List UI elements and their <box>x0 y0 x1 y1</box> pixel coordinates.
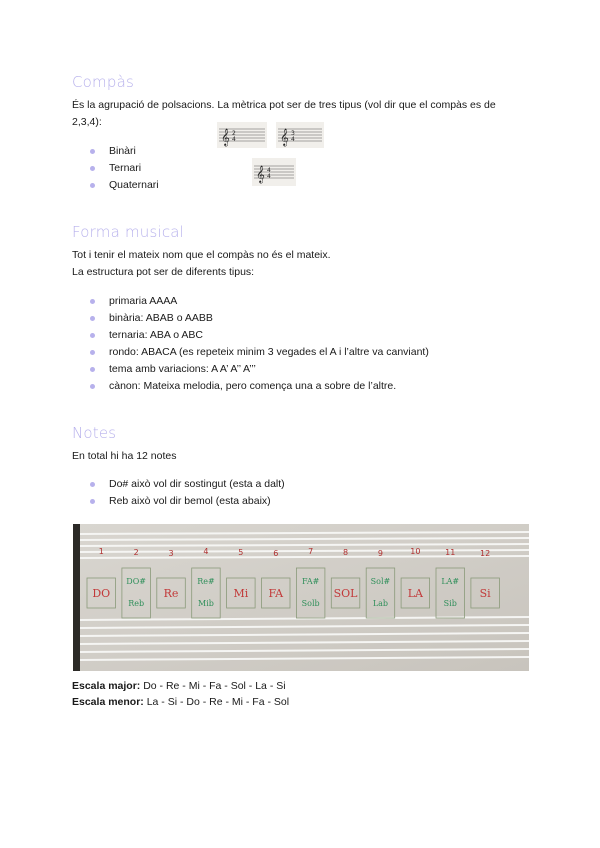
bullet-icon <box>90 183 95 188</box>
heading-notes: Notes <box>72 424 117 442</box>
board-note-number: 3 <box>168 549 174 558</box>
svg-text:3: 3 <box>291 130 295 137</box>
board-note-number: 1 <box>98 547 104 556</box>
board-note-name: LA# <box>441 577 460 586</box>
time-signature-3-4-image <box>276 122 324 148</box>
board-note-number: 2 <box>133 548 139 557</box>
svg-text:2: 2 <box>232 130 236 137</box>
notes-list <box>90 476 285 510</box>
bullet-icon <box>90 482 95 487</box>
bullet-icon <box>90 333 95 338</box>
board-note-name: LA <box>407 587 423 600</box>
board-note-enharmonic: Sib <box>443 599 457 608</box>
board-note-enharmonic: Reb <box>128 599 145 608</box>
list-item: Quaternari <box>90 177 159 194</box>
bullet-icon <box>90 149 95 154</box>
bullet-icon <box>90 367 95 372</box>
board-note-name: SOL <box>333 587 358 600</box>
heading-compas: Compàs <box>72 73 134 91</box>
time-signature-4-4-image <box>252 158 296 186</box>
bullet-icon <box>90 350 95 355</box>
board-note-number: 10 <box>410 547 421 556</box>
forma-paragraph-line1: Tot i tenir el mateix nom que el compàs no és el mateix. <box>72 249 331 261</box>
compas-paragraph-line2: 2,3,4): <box>72 116 102 128</box>
list-item: primaria AAAA <box>90 293 429 310</box>
list-item: binària: ABAB o AABB <box>90 310 429 327</box>
list-item: Do# això vol dir sostingut (esta a dalt) <box>90 476 285 493</box>
list-item: Binàri <box>90 143 159 160</box>
svg-text:𝄞: 𝄞 <box>256 165 265 183</box>
forma-list <box>90 293 429 395</box>
board-note-number: 12 <box>480 549 491 558</box>
whiteboard-notes-photo <box>73 524 529 671</box>
board-note-name: FA <box>268 587 284 600</box>
heading-forma-musical: Forma musical <box>72 223 185 241</box>
board-note-number: 7 <box>308 547 314 556</box>
svg-text:4: 4 <box>267 167 271 174</box>
list-item: tema amb variacions: A A’ A’’ A’’’ <box>90 361 429 378</box>
board-note-name: Sol# <box>370 577 391 586</box>
board-note-name: Si <box>479 587 491 600</box>
list-item: Ternari <box>90 160 159 177</box>
board-note-name: DO <box>92 587 111 600</box>
svg-text:𝄞: 𝄞 <box>280 128 289 146</box>
bullet-icon <box>90 384 95 389</box>
board-note-name: Re# <box>197 577 215 586</box>
scale-minor-label: Escala menor: <box>72 696 144 708</box>
board-note-number: 4 <box>203 547 209 556</box>
svg-text:4: 4 <box>232 136 236 143</box>
compas-list <box>90 143 159 194</box>
list-item: rondo: ABACA (es repeteix minim 3 vegades el A i l’altre va canviant) <box>90 344 429 361</box>
scale-major-label: Escala major: <box>72 680 141 692</box>
bullet-icon <box>90 316 95 321</box>
svg-text:𝄞: 𝄞 <box>221 128 230 146</box>
list-item: Reb això vol dir bemol (esta abaix) <box>90 493 285 510</box>
list-item: ternaria: ABA o ABC <box>90 327 429 344</box>
scale-minor-value: La - Si - Do - Re - Mi - Fa - Sol <box>143 696 290 708</box>
forma-paragraph-line2: La estructura pot ser de diferents tipus: <box>72 266 255 278</box>
bullet-icon <box>90 299 95 304</box>
board-note-name: Mi <box>233 587 249 600</box>
board-note-enharmonic: Lab <box>372 599 389 608</box>
board-note-number: 6 <box>273 549 279 558</box>
board-note-name: DO# <box>126 577 146 586</box>
svg-text:4: 4 <box>267 173 271 180</box>
list-item: cànon: Mateixa melodia, pero comença una a sobre de l’altre. <box>90 378 429 395</box>
board-note-enharmonic: Solb <box>301 599 320 608</box>
scale-minor <box>72 694 289 711</box>
svg-text:4: 4 <box>291 136 295 143</box>
board-note-number: 8 <box>343 548 349 557</box>
scale-major-value: Do - Re - Mi - Fa - Sol - La - Si <box>140 680 286 692</box>
compas-paragraph-line1: És la agrupació de polsacions. La mètrica pot ser de tres tipus (vol dir que el compàs es de <box>72 99 496 111</box>
board-note-name: FA# <box>301 577 320 586</box>
board-note-number: 5 <box>238 548 244 557</box>
bullet-icon <box>90 166 95 171</box>
notes-paragraph: En total hi ha 12 notes <box>72 450 177 462</box>
time-signature-2-4-image <box>217 122 267 148</box>
scale-major <box>72 678 286 695</box>
board-note-enharmonic: Mib <box>198 599 214 608</box>
board-note-number: 9 <box>377 549 383 558</box>
board-note-name: Re <box>163 587 179 600</box>
board-note-number: 11 <box>445 548 456 557</box>
bullet-icon <box>90 499 95 504</box>
